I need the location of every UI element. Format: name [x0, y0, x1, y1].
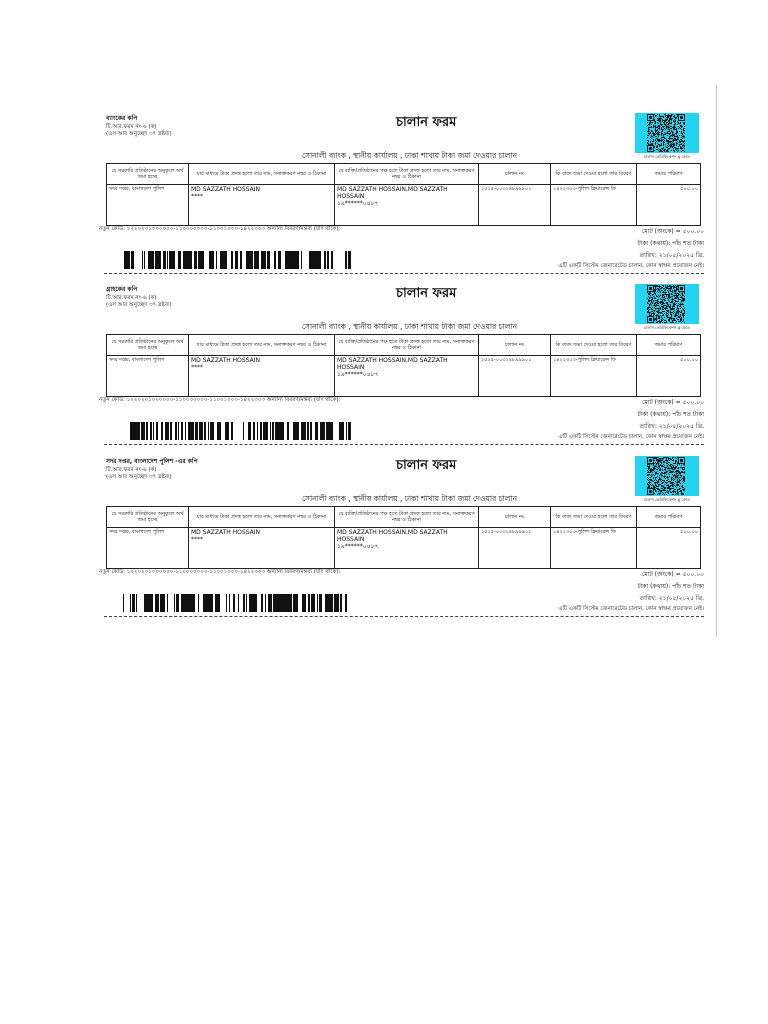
form-number-text: টি.আর.ফরম নং-৬ (ক) — [106, 467, 157, 473]
column-header: চালান নং — [479, 164, 551, 185]
challan-number-cell: ২৫২৫-০০৩২৪৮৯৯৯০১ — [479, 185, 551, 226]
column-header: যে ব্যক্তি/প্রতিষ্ঠানের পক্ষ হতে টাকা প্রদত্ত হলো তার নাম, সনাক্তকরণ নম্বর ও ঠিকানা — [335, 335, 479, 356]
table-header-row — [107, 335, 701, 356]
barcode-icon — [123, 422, 353, 440]
amount-in-words: টাকা (কথায়): পাঁচ শত টাকা — [637, 240, 704, 247]
depositor-cell — [335, 185, 479, 226]
table-row — [107, 185, 701, 226]
amount-in-words: টাকা (কথায়): পাঁচ শত টাকা — [637, 411, 704, 418]
column-header: যার মাধ্যমে টাকা প্রদত্ত হলো তার নাম, সনাক্তকরণ নম্বর ও ঠিকানা — [189, 507, 335, 528]
column-header: কি বাবদ জমা দেওয়া হলো তার বিবরণ — [551, 335, 637, 356]
code-line: নতুন কোড: ১২২০২০১০০০০০০-১১০০০০০০০-১১০০১০০০-১৪২২৩০৩ অন্যান্য বিবরণ/মন্তব্য (যদি থাকে): — [99, 569, 341, 575]
form-title: চালান ফরম — [396, 458, 457, 473]
form-number-text: টি.আর.ফরম নং-৬ (ক) — [106, 124, 157, 130]
form-number — [106, 467, 172, 481]
challan-date: তারিখ: ২১/০৫/২০২৫ খ্রি. — [639, 423, 704, 430]
cut-line — [104, 444, 704, 445]
challan-date: তারিখ: ২১/০৫/২০২৫ খ্রি. — [639, 252, 704, 259]
payer-name: MD SAZZATH HOSSAIN — [191, 186, 260, 193]
amount-cell: ৫০০.০০ — [637, 528, 701, 569]
bank-subtitle: সোনালী ব্যাংক , স্থানীয় কার্যালয় , ঢাকা শাখায় টাকা জমা দেওয়ার চালান — [302, 322, 518, 331]
qr-block — [635, 284, 699, 332]
total-amount: মোট (অংকে) = ৫০০.০০ — [642, 571, 704, 578]
cut-line — [104, 616, 704, 617]
form-number — [106, 295, 172, 309]
column-header: জমার পরিমাণ — [637, 335, 701, 356]
qr-block — [635, 113, 699, 161]
payer-name: MD SAZZATH HOSSAIN — [191, 357, 260, 364]
column-header: যার মাধ্যমে টাকা প্রদত্ত হলো তার নাম, সনাক্তকরণ নম্বর ও ঠিকানা — [189, 164, 335, 185]
depositor-cell — [335, 528, 479, 569]
column-header: যে সরকারি প্রতিষ্ঠানের অনুকূলে অর্থ জমা হচ্ছে — [107, 507, 189, 528]
barcode-icon — [123, 251, 353, 269]
depositor-phone: ১৯******০৪৮৭ — [337, 543, 379, 550]
payer-cell — [189, 185, 335, 226]
copy-label: গ্রাহকের কপি — [106, 286, 138, 293]
payer-name: MD SAZZATH HOSSAIN — [191, 529, 260, 536]
table-header-row — [107, 507, 701, 528]
column-header: যে সরকারি প্রতিষ্ঠানের অনুকূলে অর্থ জমা হচ্ছে — [107, 164, 189, 185]
page-edge-line — [716, 85, 717, 637]
payer-cell — [189, 528, 335, 569]
code-line: নতুন কোড: ১২২০২০১০০০০০০-১১০০০০০০০-১১০০১০০০-১৪২২৩০৩ অন্যান্য বিবরণ/মন্তব্য (যদি থাকে): — [99, 226, 341, 232]
challan-table — [106, 334, 701, 397]
rule-reference: (এস আর অনুচ্ছেদ ৩৭ দ্রষ্টব্য) — [106, 474, 172, 480]
copy-label: সদর দপ্তর, বাংলাদেশ পুলিশ -এর কপি — [106, 458, 198, 465]
institution-cell: সদর দপ্তর, বাংলাদেশ পুলিশ — [107, 356, 189, 397]
copy-label: ব্যাংকের কপি — [106, 115, 138, 122]
payer-id: **** — [191, 364, 203, 371]
form-number — [106, 124, 172, 138]
challan-number-cell: ২৫২৫-০০৩২৪৮৯৯৯০১ — [479, 528, 551, 569]
column-header: যে ব্যক্তি/প্রতিষ্ঠানের পক্ষ হতে টাকা প্রদত্ত হলো তার নাম, সনাক্তকরণ নম্বর ও ঠিকানা — [335, 164, 479, 185]
challan-date: তারিখ: ২১/০৫/২০২৫ খ্রি. — [639, 595, 704, 602]
purpose-cell: ১৪২২৩০৩-পুলিশ ক্লিয়ারেন্স ফি — [551, 356, 637, 397]
qr-code-icon — [635, 284, 699, 324]
purpose-cell: ১৪২২৩০৩-পুলিশ ক্লিয়ারেন্স ফি — [551, 528, 637, 569]
form-title: চালান ফরম — [396, 286, 457, 301]
amount-cell: ৫০০.০০ — [637, 185, 701, 226]
total-amount: মোট (অংকে) = ৫০০.০০ — [642, 399, 704, 406]
rule-reference: (এস আর অনুচ্ছেদ ৩৭ দ্রষ্টব্য) — [106, 131, 172, 137]
cut-line — [104, 273, 704, 274]
payer-cell — [189, 356, 335, 397]
depositor-name: MD SAZZATH HOSSAIN,MD SAZZATH HOSSAIN — [337, 186, 448, 200]
column-header: কি বাবদ জমা দেওয়া হলো তার বিবরণ — [551, 507, 637, 528]
column-header: চালান নং — [479, 335, 551, 356]
table-row — [107, 528, 701, 569]
system-note: এটি একটি সিস্টেম জেনারেটেড চালান, কোন স্বাক্ষর প্রয়োজন নেই। — [558, 606, 704, 612]
column-header: যে ব্যক্তি/প্রতিষ্ঠানের পক্ষ হতে টাকা প্রদত্ত হলো তার নাম, সনাক্তকরণ নম্বর ও ঠিকানা — [335, 507, 479, 528]
system-note: এটি একটি সিস্টেম জেনারেটেড চালান, কোন স্বাক্ষর প্রয়োজন নেই। — [558, 434, 704, 440]
rule-reference: (এস আর অনুচ্ছেদ ৩৭ দ্রষ্টব্য) — [106, 302, 172, 308]
bank-subtitle: সোনালী ব্যাংক , স্থানীয় কার্যালয় , ঢাকা শাখায় টাকা জমা দেওয়ার চালান — [302, 494, 518, 503]
column-header: জমার পরিমাণ — [637, 164, 701, 185]
depositor-phone: ১৯******০৪৮৭ — [337, 200, 379, 207]
depositor-cell — [335, 356, 479, 397]
qr-caption: চালান ভেরিফিকেশন ব্লু কোড — [644, 497, 690, 502]
depositor-phone: ১৯******০৪৮৭ — [337, 371, 379, 378]
amount-cell: ৫০০.০০ — [637, 356, 701, 397]
qr-code-icon — [635, 113, 699, 153]
total-amount: মোট (অংকে) = ৫০০.০০ — [642, 228, 704, 235]
table-row — [107, 356, 701, 397]
column-header: কি বাবদ জমা দেওয়া হলো তার বিবরণ — [551, 164, 637, 185]
depositor-name: MD SAZZATH HOSSAIN,MD SAZZATH HOSSAIN — [337, 529, 448, 543]
column-header: যে সরকারি প্রতিষ্ঠানের অনুকূলে অর্থ জমা হচ্ছে — [107, 335, 189, 356]
column-header: যার মাধ্যমে টাকা প্রদত্ত হলো তার নাম, সনাক্তকরণ নম্বর ও ঠিকানা — [189, 335, 335, 356]
qr-code-icon — [635, 456, 699, 496]
form-title: চালান ফরম — [396, 115, 457, 130]
challan-table — [106, 506, 701, 569]
challan-table — [106, 163, 701, 226]
column-header: জমার পরিমাণ — [637, 507, 701, 528]
amount-in-words: টাকা (কথায়): পাঁচ শত টাকা — [637, 583, 704, 590]
purpose-cell: ১৪২২৩০৩-পুলিশ ক্লিয়ারেন্স ফি — [551, 185, 637, 226]
challan-number-cell: ২৫২৫-০০৩২৪৮৯৯৯০১ — [479, 356, 551, 397]
qr-caption: চালান ভেরিফিকেশন ব্লু কোড — [644, 325, 690, 330]
code-line: নতুন কোড: ১২২০২০১০০০০০০-১১০০০০০০০-১১০০১০০০-১৪২২৩০৩ অন্যান্য বিবরণ/মন্তব্য (যদি থাকে): — [99, 397, 341, 403]
payer-id: **** — [191, 536, 203, 543]
institution-cell: সদর দপ্তর, বাংলাদেশ পুলিশ — [107, 185, 189, 226]
qr-caption: চালান ভেরিফিকেশন ব্লু কোড — [644, 154, 690, 159]
column-header: চালান নং — [479, 507, 551, 528]
system-note: এটি একটি সিস্টেম জেনারেটেড চালান, কোন স্বাক্ষর প্রয়োজন নেই। — [558, 263, 704, 269]
table-header-row — [107, 164, 701, 185]
institution-cell: সদর দপ্তর, বাংলাদেশ পুলিশ — [107, 528, 189, 569]
form-number-text: টি.আর.ফরম নং-৬ (ক) — [106, 295, 157, 301]
depositor-name: MD SAZZATH HOSSAIN,MD SAZZATH HOSSAIN — [337, 357, 448, 371]
payer-id: **** — [191, 193, 203, 200]
qr-block — [635, 456, 699, 504]
bank-subtitle: সোনালী ব্যাংক , স্থানীয় কার্যালয় , ঢাকা শাখায় টাকা জমা দেওয়ার চালান — [302, 151, 518, 160]
barcode-icon — [123, 594, 353, 612]
